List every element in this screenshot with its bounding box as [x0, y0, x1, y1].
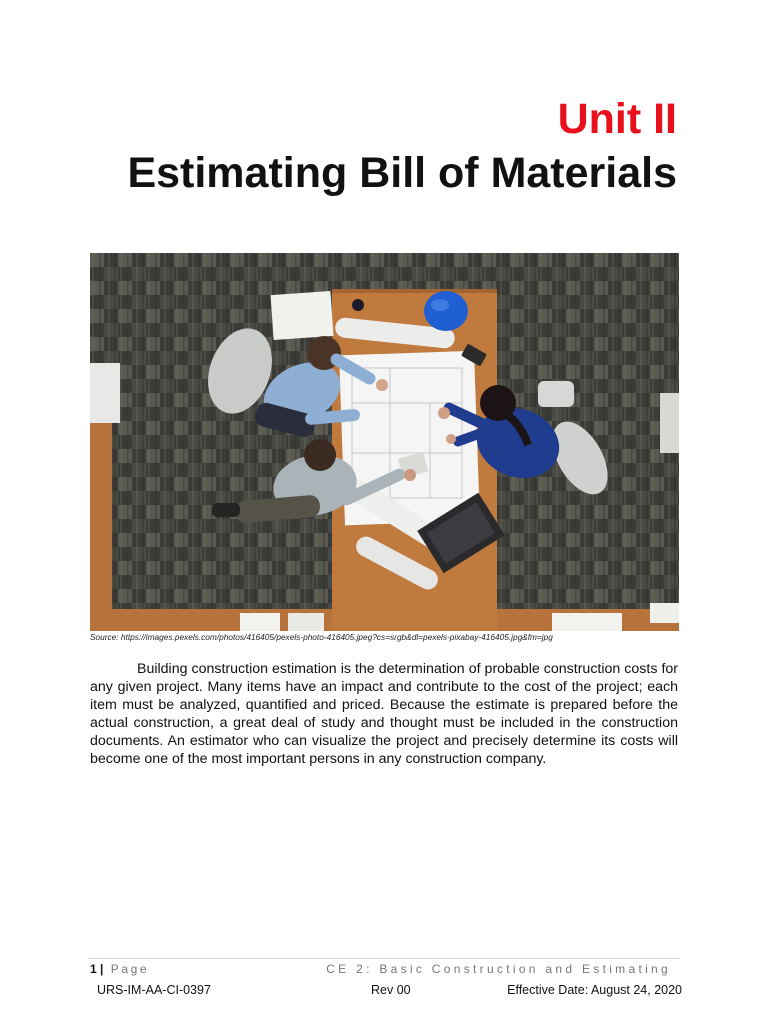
body-paragraph: Building construction estimation is the determination of probable construction costs for any given project. Many items have an impact and contribute to the cost of the project; each item must be analyzed, quantified and priced. Because the estimate is prepared before the actual construction, a great deal of study and thought must be included in the construction documents. An estimator who can visualize the project and precisely determine its costs will become one of the most important persons in any construction company. [90, 661, 678, 767]
page-title: Estimating Bill of Materials [127, 149, 677, 197]
document-id: URS-IM-AA-CI-0397 [97, 983, 211, 997]
footer-divider [88, 958, 680, 959]
unit-label: Unit II [557, 95, 677, 143]
page-separator: | [100, 962, 104, 976]
figure-caption: Source: https://images.pexels.com/photos/416405/pexels-photo-416405.jpeg?cs=srgb&dl=pexels-pixabay-416405.jpg&fm=jpg [90, 632, 553, 642]
page-word: Page [110, 962, 150, 976]
document-revision: Rev 00 [371, 983, 411, 997]
effective-date: Effective Date: August 24, 2020 [507, 983, 682, 997]
page-number: 1 [90, 962, 97, 976]
construction-meeting-photo [90, 253, 679, 631]
footer-page-indicator [90, 962, 149, 976]
footer-course-title: CE 2: Basic Construction and Estimating [326, 962, 671, 976]
